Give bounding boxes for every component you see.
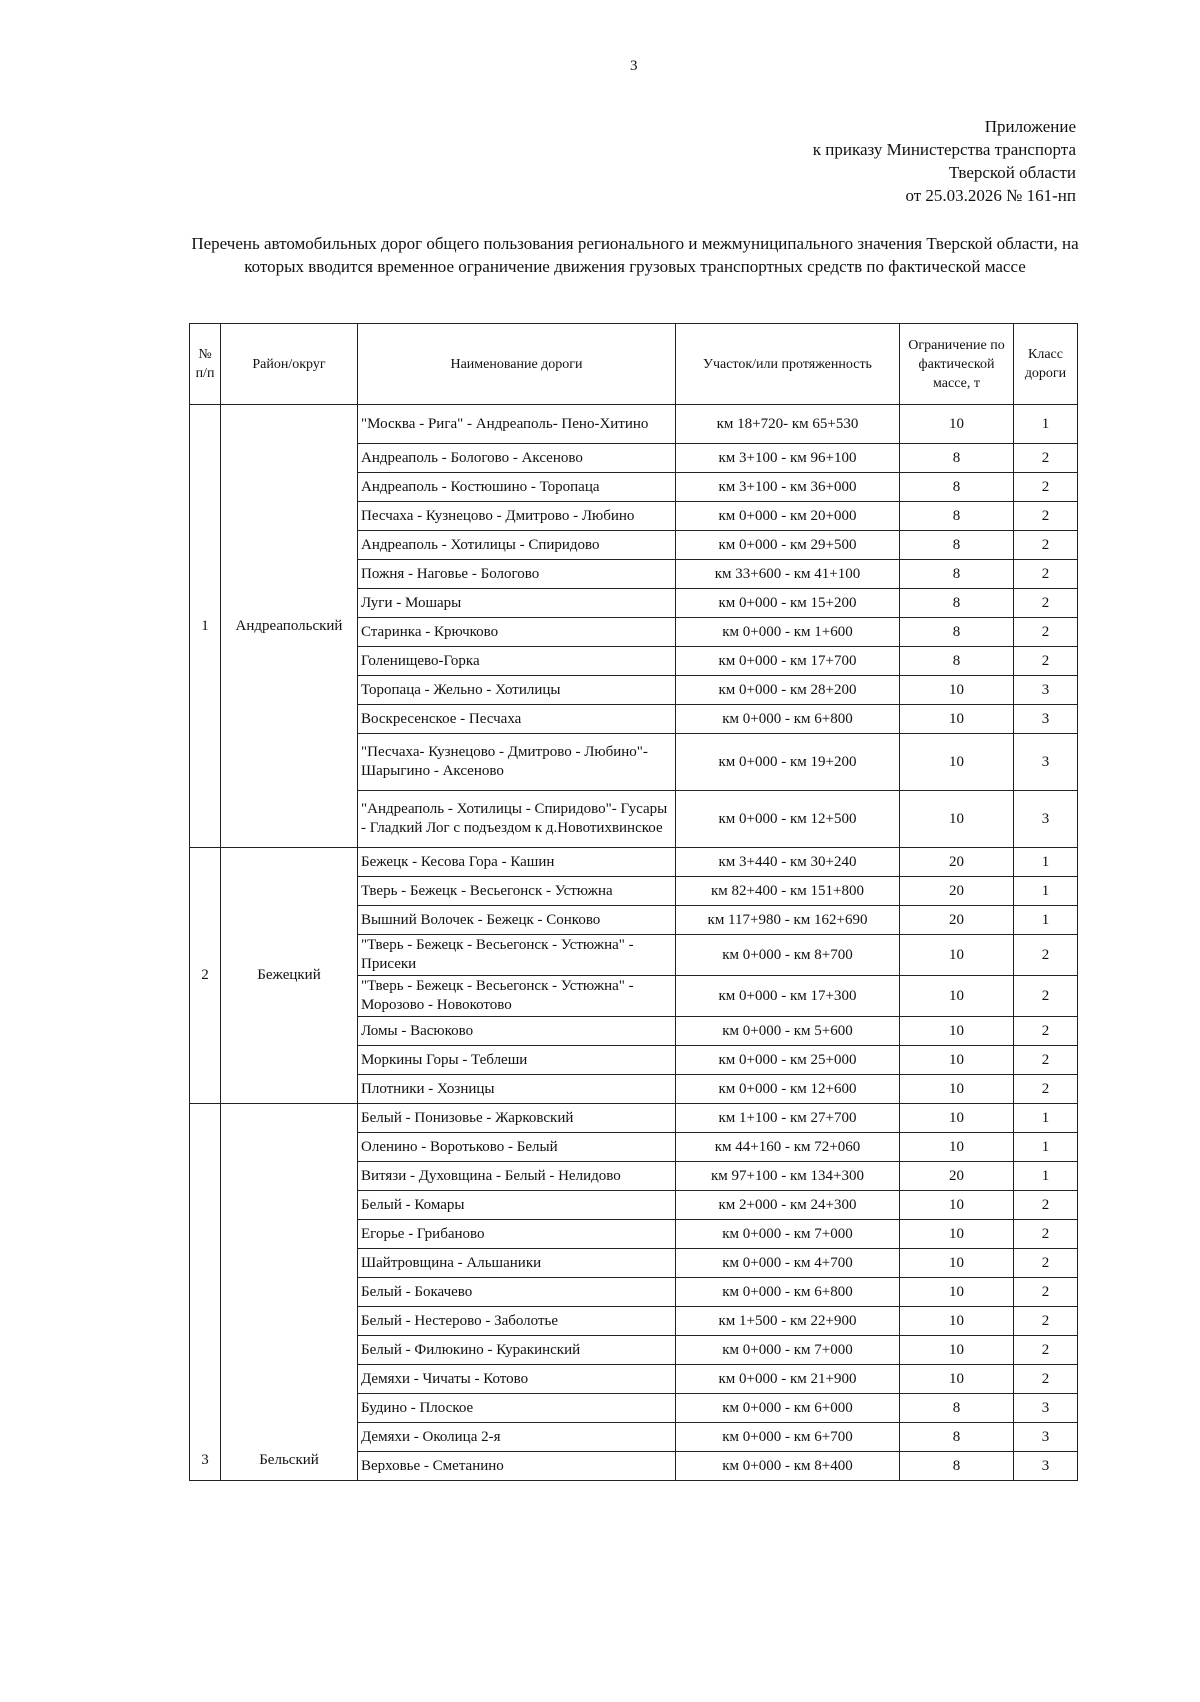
road-class: 2 [1014, 1220, 1078, 1249]
road-name: Андреаполь - Костюшино - Торопаца [358, 473, 676, 502]
road-section: км 0+000 - км 6+800 [676, 1278, 900, 1307]
mass-limit: 8 [900, 647, 1014, 676]
road-section: км 33+600 - км 41+100 [676, 560, 900, 589]
road-section: км 0+000 - км 29+500 [676, 531, 900, 560]
mass-limit: 8 [900, 444, 1014, 473]
mass-limit: 8 [900, 560, 1014, 589]
road-class: 2 [1014, 935, 1078, 976]
road-section: км 2+000 - км 24+300 [676, 1191, 900, 1220]
road-class: 2 [1014, 1336, 1078, 1365]
mass-limit: 20 [900, 848, 1014, 877]
road-class: 2 [1014, 1365, 1078, 1394]
road-section: км 3+100 - км 96+100 [676, 444, 900, 473]
road-class: 2 [1014, 473, 1078, 502]
row-number: 2 [190, 848, 221, 1104]
mass-limit: 20 [900, 1162, 1014, 1191]
mass-limit: 10 [900, 1220, 1014, 1249]
page-number: 3 [630, 58, 638, 74]
road-name: Торопаца - Жельно - Хотилицы [358, 676, 676, 705]
road-class: 2 [1014, 1249, 1078, 1278]
road-name: "Песчаха- Кузнецово - Дмитрово - Любино"- Шарыгино - Аксеново [358, 734, 676, 791]
table-row [190, 848, 1078, 877]
appendix-line: от 25.03.2026 № 161-нп [905, 186, 1076, 205]
road-name: Андреаполь - Бологово - Аксеново [358, 444, 676, 473]
road-section: км 97+100 - км 134+300 [676, 1162, 900, 1191]
road-class: 3 [1014, 734, 1078, 791]
district-name: Бежецкий [221, 848, 358, 1104]
road-section: км 0+000 - км 19+200 [676, 734, 900, 791]
road-class: 1 [1014, 1162, 1078, 1191]
road-name: Ломы - Васюково [358, 1017, 676, 1046]
road-class: 1 [1014, 877, 1078, 906]
mass-limit: 8 [900, 502, 1014, 531]
road-class: 2 [1014, 531, 1078, 560]
mass-limit: 8 [900, 1452, 1014, 1481]
table-body [190, 405, 1078, 1481]
header-limit: Ограничение по фактической массе, т [900, 324, 1014, 405]
road-name: Оленино - Воротьково - Белый [358, 1133, 676, 1162]
mass-limit: 8 [900, 1394, 1014, 1423]
road-class: 2 [1014, 1191, 1078, 1220]
mass-limit: 10 [900, 1365, 1014, 1394]
mass-limit: 8 [900, 1423, 1014, 1452]
road-section: км 0+000 - км 7+000 [676, 1220, 900, 1249]
road-name: Голенищево-Горка [358, 647, 676, 676]
road-section: км 0+000 - км 28+200 [676, 676, 900, 705]
road-section: км 0+000 - км 15+200 [676, 589, 900, 618]
road-name: Андреаполь - Хотилицы - Спиридово [358, 531, 676, 560]
road-section: км 0+000 - км 7+000 [676, 1336, 900, 1365]
road-section: км 0+000 - км 25+000 [676, 1046, 900, 1075]
road-name: Шайтровщина - Альшаники [358, 1249, 676, 1278]
road-section: км 1+500 - км 22+900 [676, 1307, 900, 1336]
road-class: 2 [1014, 1278, 1078, 1307]
road-section: км 0+000 - км 8+700 [676, 935, 900, 976]
road-name: "Тверь - Бежецк - Весьегонск - Устюжна" - Морозово - Новокотово [358, 976, 676, 1017]
road-section: км 0+000 - км 12+600 [676, 1075, 900, 1104]
road-class: 3 [1014, 1394, 1078, 1423]
road-name: Белый - Нестерово - Заболотье [358, 1307, 676, 1336]
mass-limit: 10 [900, 1017, 1014, 1046]
road-section: км 0+000 - км 17+700 [676, 647, 900, 676]
road-class: 1 [1014, 906, 1078, 935]
table-row [190, 1104, 1078, 1133]
header-num: № п/п [190, 324, 221, 405]
road-section: км 3+100 - км 36+000 [676, 473, 900, 502]
road-class: 2 [1014, 976, 1078, 1017]
road-name: Пожня - Наговье - Бологово [358, 560, 676, 589]
mass-limit: 10 [900, 1307, 1014, 1336]
road-name: Луги - Мошары [358, 589, 676, 618]
mass-limit: 10 [900, 1191, 1014, 1220]
mass-limit: 10 [900, 1046, 1014, 1075]
road-class: 2 [1014, 618, 1078, 647]
road-class: 2 [1014, 560, 1078, 589]
road-class: 2 [1014, 589, 1078, 618]
header-district: Район/округ [221, 324, 358, 405]
appendix-line: Тверской области [948, 163, 1076, 182]
road-class: 2 [1014, 1075, 1078, 1104]
mass-limit: 10 [900, 1249, 1014, 1278]
table-row [190, 405, 1078, 444]
mass-limit: 10 [900, 676, 1014, 705]
appendix-line: к приказу Министерства транспорта [812, 140, 1076, 159]
mass-limit: 10 [900, 791, 1014, 848]
road-class: 2 [1014, 1046, 1078, 1075]
road-name: "Тверь - Бежецк - Весьегонск - Устюжна" - Присеки [358, 935, 676, 976]
road-section: км 117+980 - км 162+690 [676, 906, 900, 935]
roads-table [189, 323, 1078, 1481]
header-class: Класс дороги [1014, 324, 1078, 405]
mass-limit: 10 [900, 1104, 1014, 1133]
header-section: Участок/или протяженность [676, 324, 900, 405]
road-name: Тверь - Бежецк - Весьегонск - Устюжна [358, 877, 676, 906]
road-class: 1 [1014, 405, 1078, 444]
road-class: 3 [1014, 1423, 1078, 1452]
road-name: Демяхи - Околица 2-я [358, 1423, 676, 1452]
mass-limit: 10 [900, 935, 1014, 976]
road-name: "Москва - Рига" - Андреаполь- Пено-Хитино [358, 405, 676, 444]
mass-limit: 10 [900, 1278, 1014, 1307]
road-name: Воскресенское - Песчаха [358, 705, 676, 734]
mass-limit: 20 [900, 906, 1014, 935]
road-name: Демяхи - Чичаты - Котово [358, 1365, 676, 1394]
mass-limit: 8 [900, 589, 1014, 618]
road-section: км 3+440 - км 30+240 [676, 848, 900, 877]
road-section: км 0+000 - км 4+700 [676, 1249, 900, 1278]
road-name: Верховье - Сметанино [358, 1452, 676, 1481]
road-section: км 0+000 - км 6+800 [676, 705, 900, 734]
road-class: 3 [1014, 791, 1078, 848]
road-class: 1 [1014, 848, 1078, 877]
district-name: Бельский [221, 1104, 358, 1481]
row-number: 1 [190, 405, 221, 848]
appendix-block [813, 115, 1076, 207]
road-name: Старинка - Крючково [358, 618, 676, 647]
road-section: км 0+000 - км 6+700 [676, 1423, 900, 1452]
road-class: 1 [1014, 1104, 1078, 1133]
mass-limit: 8 [900, 473, 1014, 502]
mass-limit: 10 [900, 734, 1014, 791]
road-section: км 0+000 - км 6+000 [676, 1394, 900, 1423]
road-section: км 0+000 - км 20+000 [676, 502, 900, 531]
road-section: км 0+000 - км 17+300 [676, 976, 900, 1017]
road-name: Белый - Бокачево [358, 1278, 676, 1307]
road-name: Песчаха - Кузнецово - Дмитрово - Любино [358, 502, 676, 531]
road-name: Плотники - Хозницы [358, 1075, 676, 1104]
road-section: км 0+000 - км 1+600 [676, 618, 900, 647]
mass-limit: 10 [900, 1075, 1014, 1104]
road-name: Белый - Комары [358, 1191, 676, 1220]
road-class: 2 [1014, 647, 1078, 676]
mass-limit: 8 [900, 618, 1014, 647]
road-section: км 82+400 - км 151+800 [676, 877, 900, 906]
road-name: Моркины Горы - Теблеши [358, 1046, 676, 1075]
road-class: 1 [1014, 1133, 1078, 1162]
district-name: Андреапольский [221, 405, 358, 848]
road-name: Вышний Волочек - Бежецк - Сонково [358, 906, 676, 935]
row-number: 3 [190, 1104, 221, 1481]
road-name: Бежецк - Кесова Гора - Кашин [358, 848, 676, 877]
mass-limit: 20 [900, 877, 1014, 906]
table-header-row [190, 324, 1078, 405]
road-section: км 0+000 - км 21+900 [676, 1365, 900, 1394]
road-name: Витязи - Духовщина - Белый - Нелидово [358, 1162, 676, 1191]
road-name: Белый - Понизовье - Жарковский [358, 1104, 676, 1133]
road-class: 2 [1014, 502, 1078, 531]
road-section: км 0+000 - км 8+400 [676, 1452, 900, 1481]
road-name: Будино - Плоское [358, 1394, 676, 1423]
road-name: Белый - Филюкино - Куракинский [358, 1336, 676, 1365]
road-section: км 18+720- км 65+530 [676, 405, 900, 444]
road-name: Егорье - Грибаново [358, 1220, 676, 1249]
document-title: Перечень автомобильных дорог общего пользования регионального и межмуниципального значения Тверской области, на которых вводится временное ограничение движения грузовых транспортных средств по фактической массе [191, 234, 1079, 276]
road-name: "Андреаполь - Хотилицы - Спиридово"- Гусары - Гладкий Лог с подъездом к д.Новотихвинское [358, 791, 676, 848]
mass-limit: 10 [900, 1133, 1014, 1162]
mass-limit: 10 [900, 976, 1014, 1017]
mass-limit: 10 [900, 1336, 1014, 1365]
road-section: км 0+000 - км 12+500 [676, 791, 900, 848]
road-class: 2 [1014, 1017, 1078, 1046]
mass-limit: 10 [900, 405, 1014, 444]
road-section: км 0+000 - км 5+600 [676, 1017, 900, 1046]
road-class: 3 [1014, 676, 1078, 705]
header-road: Наименование дороги [358, 324, 676, 405]
road-class: 3 [1014, 705, 1078, 734]
road-class: 2 [1014, 444, 1078, 473]
road-section: км 44+160 - км 72+060 [676, 1133, 900, 1162]
mass-limit: 10 [900, 705, 1014, 734]
mass-limit: 8 [900, 531, 1014, 560]
appendix-line: Приложение [984, 117, 1076, 136]
road-section: км 1+100 - км 27+700 [676, 1104, 900, 1133]
road-class: 2 [1014, 1307, 1078, 1336]
road-class: 3 [1014, 1452, 1078, 1481]
